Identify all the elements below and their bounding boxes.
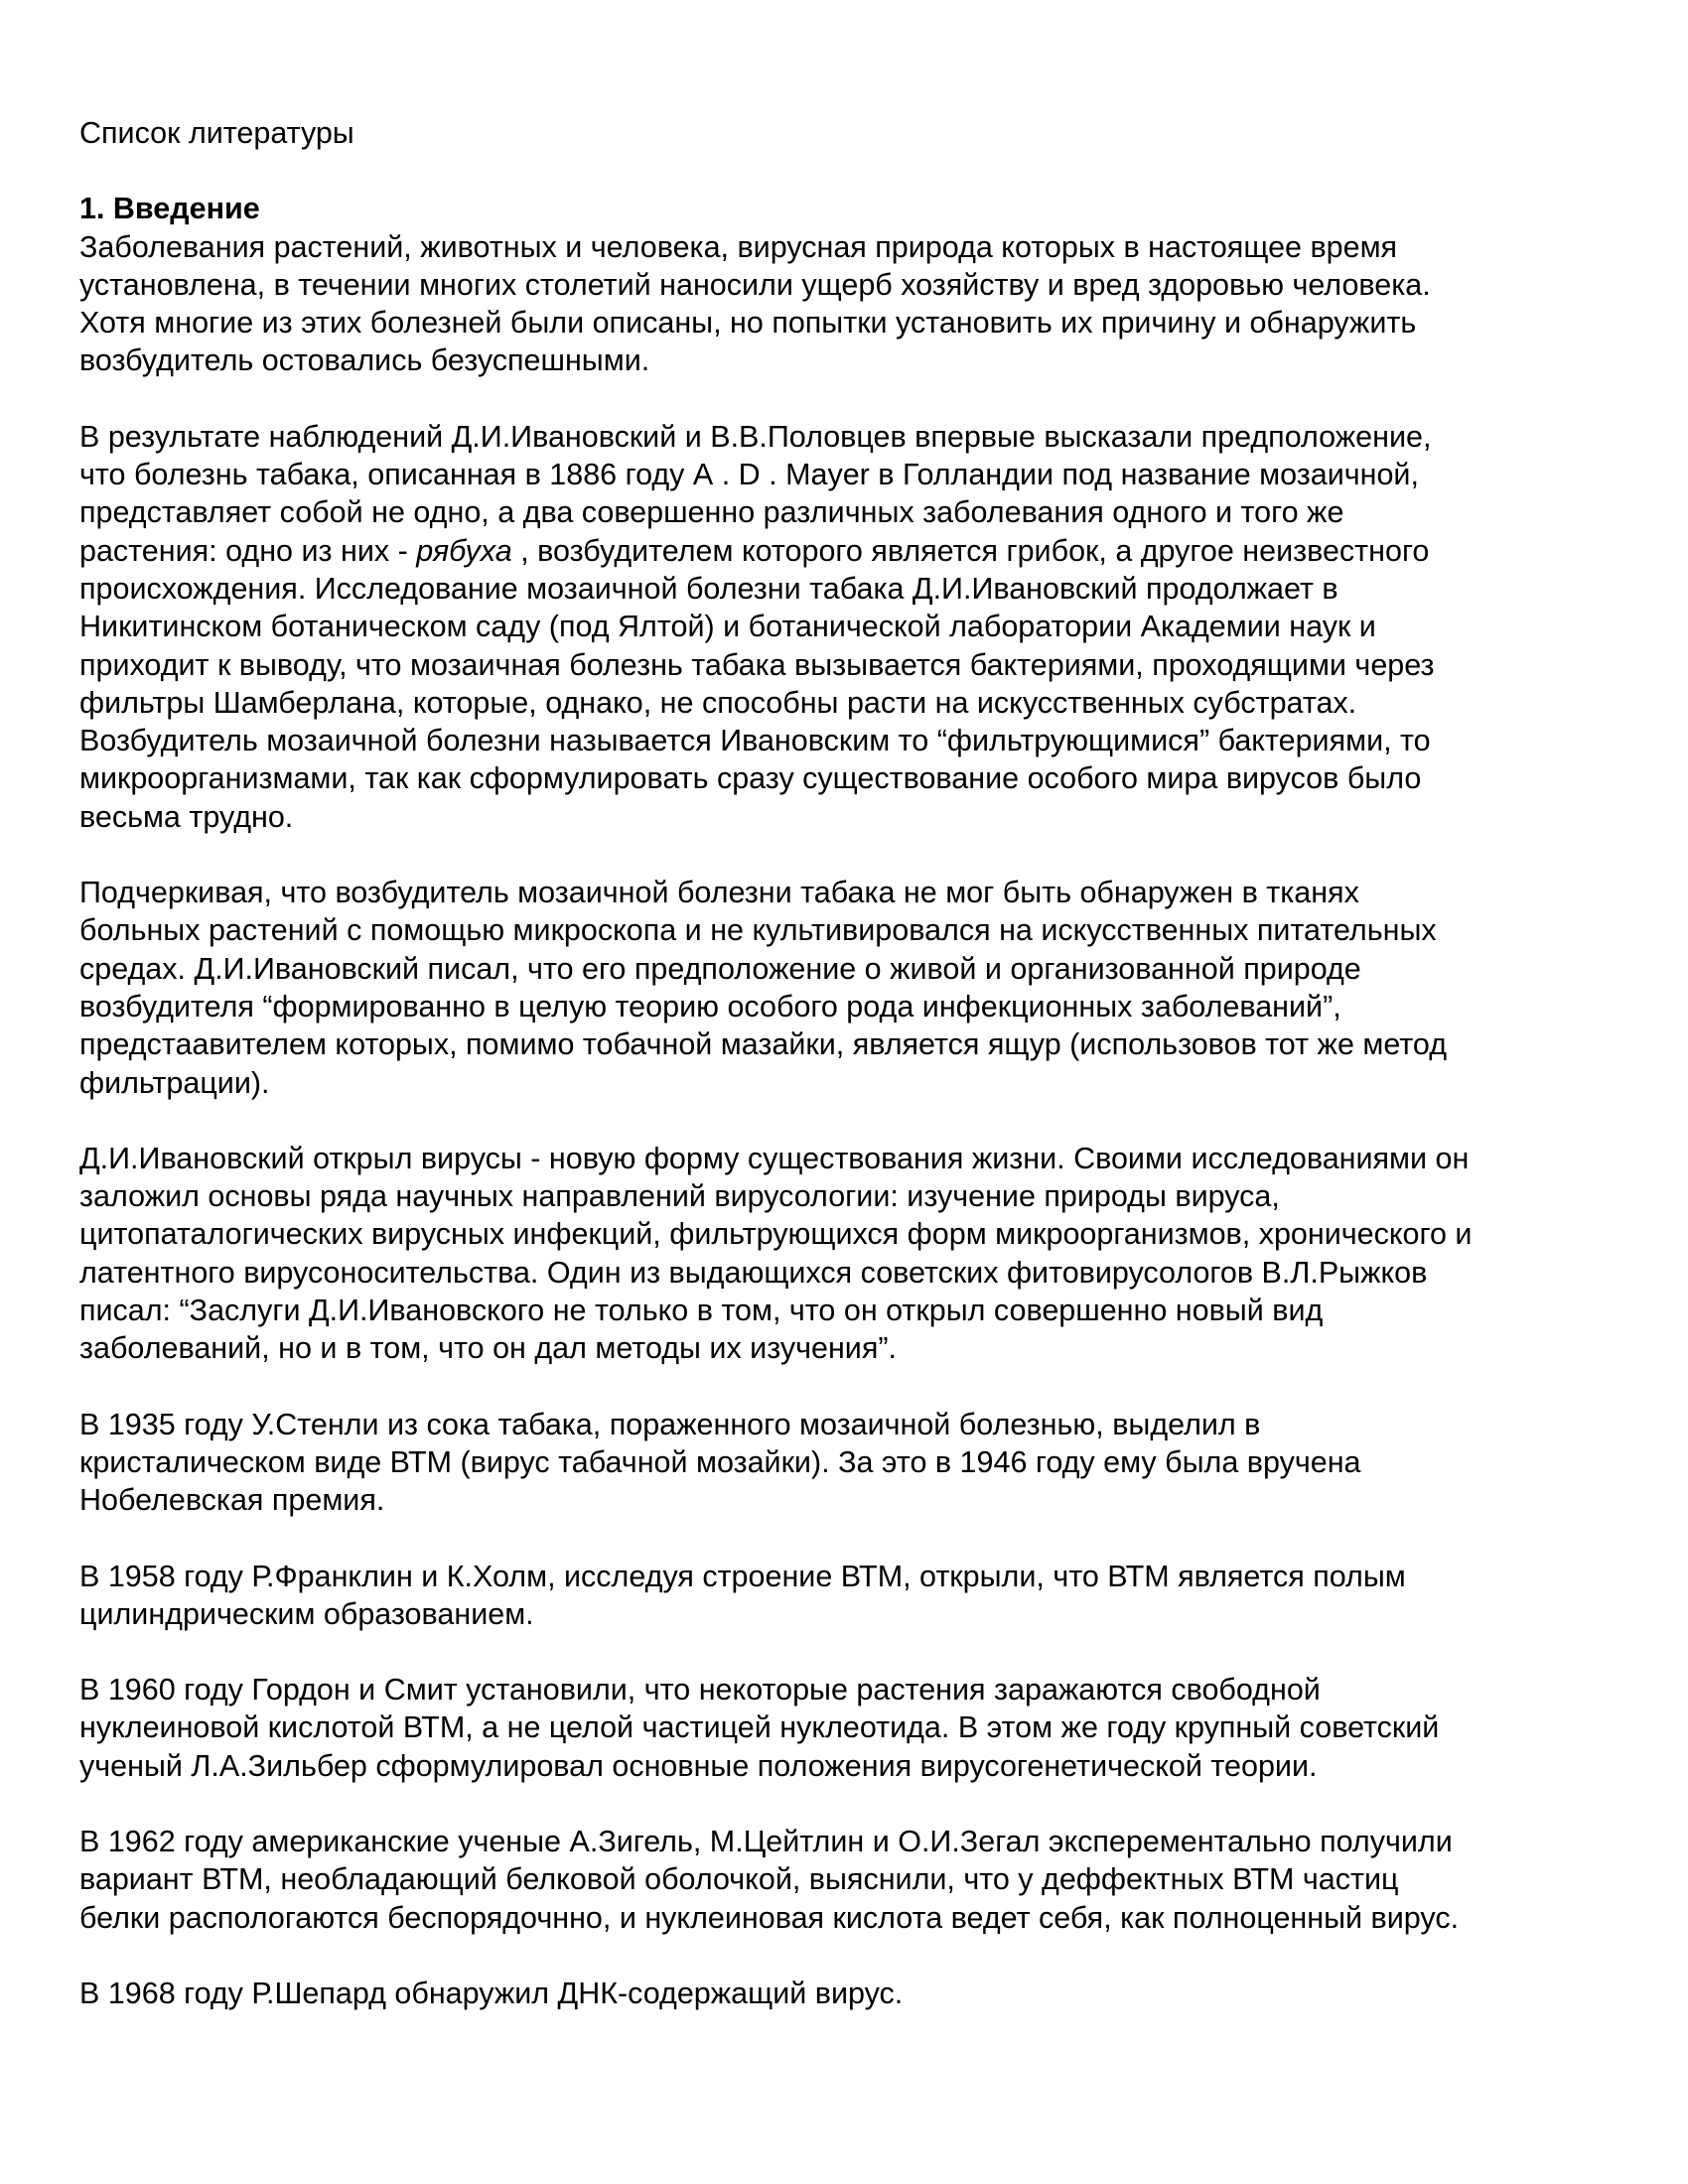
- text-line-with-italic: [79, 532, 1628, 570]
- text-line: писал: “Заслуги Д.И.Ивановского не только в том, что он открыл совершенно новый вид: [79, 1294, 1324, 1328]
- text-line: белки распологаются беспорядочнно, и нуклеиновая кислота ведет себя, как полноценный вирус.: [79, 1900, 1460, 1935]
- text-line: происхождения. Исследование мозаичной болезни табака Д.И.Ивановский продолжает в: [79, 571, 1338, 606]
- text-line: Д.И.Ивановский открыл вирусы - новую форму существования жизни. Своими исследованиями он: [79, 1141, 1470, 1175]
- text-line: что болезнь табака, описанная в 1886 году А . D . Mayer в Голландии под название мозаичной,: [79, 458, 1419, 492]
- text-line: фильтрации).: [79, 1065, 270, 1100]
- italic-term: рябуха: [416, 533, 512, 568]
- text-line: предстаавителем которых, помимо тобачной мазайки, является ящур (использовов тот же метод: [79, 1027, 1448, 1062]
- text-line: приходит к выводу, что мозаичная болезнь табака вызывается бактериями, проходящими через: [79, 647, 1435, 682]
- paragraph-1968: [79, 1975, 1628, 2012]
- paragraph-1935: [79, 1406, 1628, 1520]
- text-line: В 1968 году Р.Шепард обнаружил ДНК-содержащий вирус.: [79, 1976, 904, 2010]
- text-line: латентного вирусоносительства. Один из выдающихся советских фитовирусологов В.Л.Рыжков: [79, 1255, 1428, 1290]
- text-line: Никитинском ботаническом саду (под Ялтой) и ботанической лаборатории Академии наук и: [79, 610, 1376, 644]
- text-line: цитопаталогических вирусных инфекций, фильтрующихся форм микроорганизмов, хронического и: [79, 1217, 1473, 1252]
- text-line: представляет собой не одно, а два совершенно различных заболевания одного и того же: [79, 495, 1344, 530]
- paragraph-1958: [79, 1558, 1628, 1634]
- text-line: возбудитель остовались безуспешными.: [79, 343, 650, 378]
- text-line: ученый Л.А.Зильбер сформулировал основные положения вирусогенетической теории.: [79, 1748, 1318, 1783]
- paragraph-discovery: [79, 1140, 1628, 1368]
- paragraph-emphasis: [79, 874, 1628, 1102]
- section-heading: 1. Введение: [79, 192, 260, 226]
- text-line: больных растений с помощью микроскопа и не культивировался на искусственных питательных: [79, 913, 1437, 948]
- text-segment: , возбудителем которого является грибок, а другое неизвестного: [511, 533, 1430, 568]
- paragraph-intro: [79, 228, 1628, 380]
- text-line: Нобелевская премия.: [79, 1483, 385, 1518]
- text-line: В результате наблюдений Д.И.Ивановский и В.В.Половцев впервые высказали предположение,: [79, 419, 1432, 454]
- text-line: цилиндрическим образованием.: [79, 1596, 534, 1631]
- text-line: нуклеиновой кислотой ВТМ, а не целой частицей нуклеотида. В этом же году крупный советский: [79, 1710, 1440, 1745]
- bibliography-title: Список литературы: [79, 116, 354, 150]
- paragraph-observations: [79, 418, 1628, 836]
- text-line: В 1935 году У.Стенли из сока табака, пораженного мозаичной болезнью, выделил в: [79, 1407, 1261, 1441]
- text-line: Хотя многие из этих болезней были описаны, но попытки установить их причину и обнаружить: [79, 306, 1417, 341]
- text-line: Заболевания растений, животных и человека, вирусная природа которых в настоящее время: [79, 229, 1398, 264]
- text-line: микроорганизмами, так как сформулировать сразу существование особого мира вирусов было: [79, 761, 1422, 796]
- text-line: заболеваний, но и в том, что он дал методы их изучения”.: [79, 1331, 897, 1366]
- text-line: кристалическом виде ВТМ (вирус табачной мозайки). За это в 1946 году ему была вручена: [79, 1444, 1361, 1479]
- text-line: установлена, в течении многих столетий наносили ущерб хозяйству и вред здоровью человека.: [79, 267, 1431, 302]
- paragraph-1960: [79, 1671, 1628, 1785]
- document-page: [79, 114, 1628, 2050]
- paragraph-1962: [79, 1823, 1628, 1937]
- text-line: В 1962 году американские ученые А.Зигель, М.Цейтлин и О.И.Зегал эксперементально получили: [79, 1824, 1453, 1858]
- text-line: вариант ВТМ, необладающий белковой оболочкой, выяснили, что у деффектных ВТМ частиц: [79, 1862, 1399, 1897]
- text-line: В 1960 году Гордон и Смит установили, что некоторые растения заражаются свободной: [79, 1673, 1321, 1707]
- text-line: возбудителя “формированно в целую теорию особого рода инфекционных заболеваний”,: [79, 989, 1341, 1024]
- text-line: Возбудитель мозаичной болезни называется Ивановским то “фильтрующимися” бактериями, то: [79, 724, 1431, 758]
- text-line: Подчеркивая, что возбудитель мозаичной болезни табака не мог быть обнаружен в тканях: [79, 876, 1359, 910]
- text-segment: растения: одно из них -: [79, 533, 417, 568]
- text-line: фильтры Шамберлана, которые, однако, не способны расти на искусственных субстратах.: [79, 685, 1357, 720]
- text-line: В 1958 году Р.Франклин и К.Холм, исследуя строение ВТМ, открыли, что ВТМ является полым: [79, 1559, 1406, 1593]
- text-line: средах. Д.И.Ивановский писал, что его предположение о живой и организованной природе: [79, 951, 1361, 986]
- text-line: заложил основы ряда научных направлений вирусологии: изучение природы вируса,: [79, 1179, 1280, 1214]
- text-line: весьма трудно.: [79, 799, 294, 834]
